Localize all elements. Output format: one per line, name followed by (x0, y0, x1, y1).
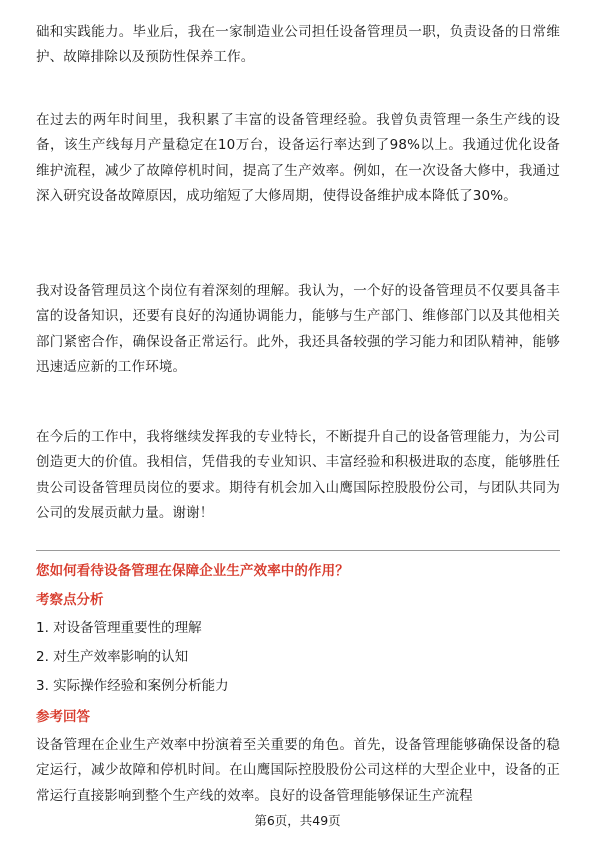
list-item: 1. 对设备管理重要性的理解 (36, 620, 202, 636)
list-item: 3. 实际操作经验和案例分析能力 (36, 678, 229, 694)
answer-paragraph: 设备管理在企业生产效率中扮演着至关重要的角色。首先，设备管理能够确保设备的稳定运行，减少故障和停机时间。在山鹰国际控股股份公司这样的大型企业中，设备的正常运行直接影响到整个生产线的效率。良好的设备管理能够保证生产流程 (36, 737, 560, 804)
paragraph-experience: 在过去的两年时间里，我积累了丰富的设备管理经验。我曾负责管理一条生产线的设备，该生产线每月产量稳定在10万台，设备运行率达到了98%以上。我通过优化设备维护流程，减少了故障停机时间，提高了生产效率。例如，在一次设备大修中，我通过深入研究设备故障原因，成功缩短了大修周期，使得设备维护成本降低了30%。 (36, 112, 560, 204)
question-title: 您如何看待设备管理在保障企业生产效率中的作用？ (36, 563, 349, 579)
paragraph-future-plans: 在今后的工作中，我将继续发挥我的专业特长，不断提升自己的设备管理能力，为公司创造更大的价值。我相信，凭借我的专业知识、丰富经验和积极进取的态度，能够胜任贵公司设备管理员岗位的要求。期待有机会加入山鹰国际控股股份公司，与团队共同为公司的发展贡献力量。谢谢！ (36, 429, 560, 521)
analysis-heading: 考察点分析 (36, 592, 104, 608)
answer-heading: 参考回答 (36, 709, 90, 725)
section-divider (36, 550, 560, 551)
page-number-footer: 第6页，共49页 (254, 813, 341, 828)
analysis-points-list (36, 614, 560, 701)
paragraph-practice-ability: 础和实践能力。毕业后，我在一家制造业公司担任设备管理员一职，负责设备的日常维护、故障排除以及预防性保养工作。 (36, 24, 560, 66)
list-item: 2. 对生产效率影响的认知 (36, 649, 189, 665)
paragraph-role-understanding: 我对设备管理员这个岗位有着深刻的理解。我认为，一个好的设备管理员不仅要具备丰富的设备知识，还要有良好的沟通协调能力，能够与生产部门、维修部门以及其他相关部门紧密合作，确保设备正常运行。此外，我还具备较强的学习能力和团队精神，能够迅速适应新的工作环境。 (36, 283, 560, 375)
